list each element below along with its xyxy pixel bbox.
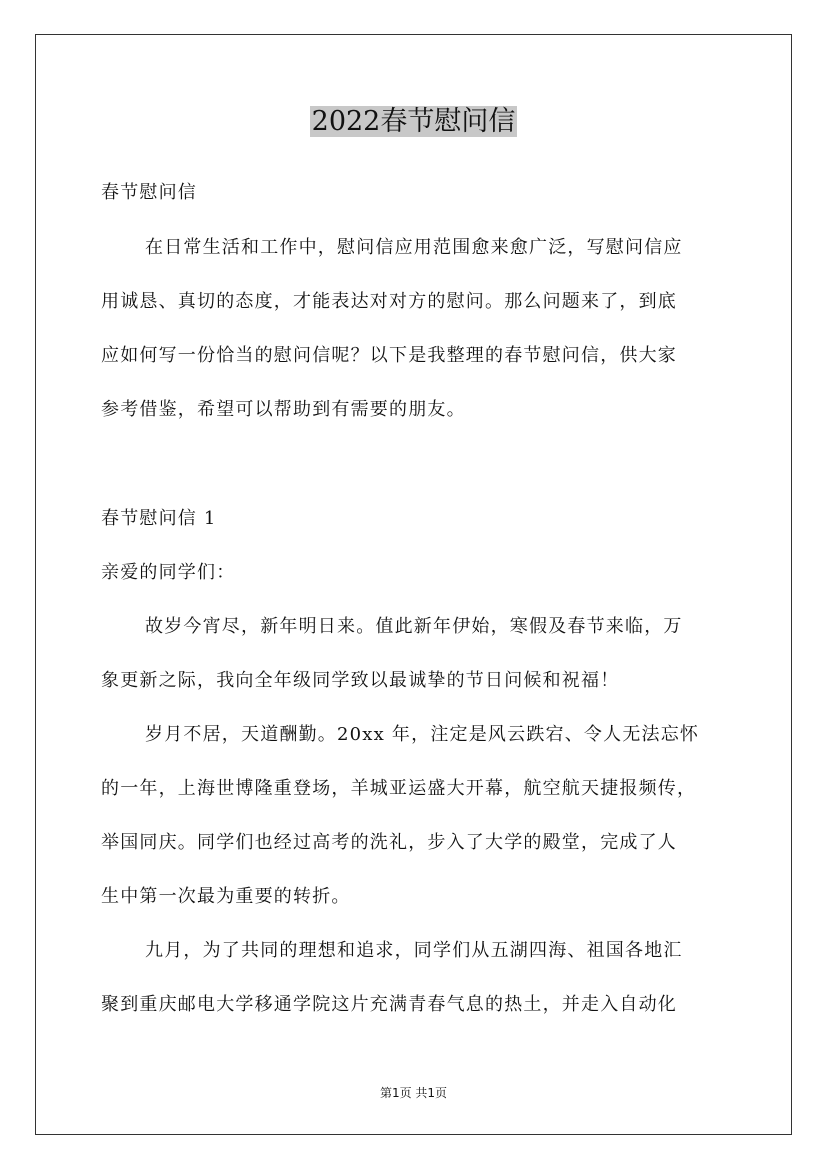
page-footer: 第1页 共1页 [379, 1086, 448, 1100]
paragraph-line: 的一年，上海世博隆重登场，羊城亚运盛大开幕，航空航天捷报频传， [101, 778, 697, 799]
document-heading: 春节慰问信 [101, 182, 197, 203]
document-title-text: 2022春节慰问信 [311, 106, 516, 137]
paragraph-line: 九月，为了共同的理想和追求，同学们从五湖四海、祖国各地汇 [145, 940, 683, 961]
salutation: 亲爱的同学们： [101, 562, 236, 583]
section-title: 春节慰问信 1 [101, 508, 217, 529]
paragraph-line: 故岁今宵尽，新年明日来。值此新年伊始，寒假及春节来临，万 [145, 616, 683, 637]
intro-line: 用诚恳、真切的态度，才能表达对对方的慰问。那么问题来了，到底 [101, 291, 677, 312]
paragraph-line: 生中第一次最为重要的转折。 [101, 886, 351, 907]
intro-line: 在日常生活和工作中，慰问信应用范围愈来愈广泛，写慰问信应 [145, 237, 683, 258]
paragraph-line: 举国同庆。同学们也经过高考的洗礼，步入了大学的殿堂，完成了人 [101, 832, 677, 853]
intro-line: 应如何写一份恰当的慰问信呢？以下是我整理的春节慰问信，供大家 [101, 345, 677, 366]
intro-line: 参考借鉴，希望可以帮助到有需要的朋友。 [101, 399, 466, 420]
paragraph-line: 象更新之际，我向全年级同学致以最诚挚的节日问候和祝福！ [101, 670, 620, 691]
paragraph-line: 岁月不居，天道酬勤。20xx 年，注定是风云跌宕、令人无法忘怀 [145, 724, 700, 745]
document-title [0, 104, 827, 140]
paragraph-line: 聚到重庆邮电大学移通学院这片充满青春气息的热土，并走入自动化 [101, 994, 677, 1015]
